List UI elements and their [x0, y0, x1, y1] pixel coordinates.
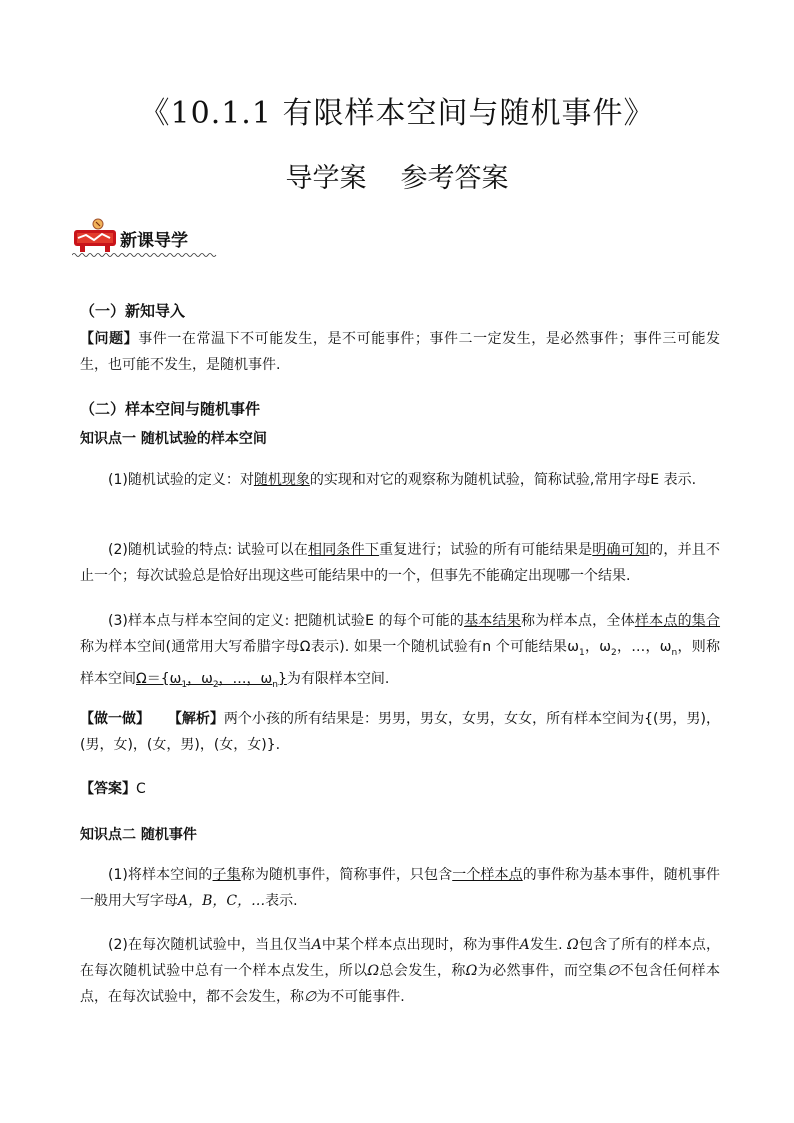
- page-subtitle: [0, 160, 794, 198]
- answer-value: C: [136, 781, 146, 797]
- try-tag: 【做一做】: [80, 711, 151, 727]
- knowledge-point-2-heading: 知识点二 随机事件: [80, 827, 197, 843]
- question-text: 事件一在常温下不可能发生，是不可能事件；事件二一定发生，是必然事件；事件三可能发生，也可能不发生，是随机事件.: [80, 331, 720, 373]
- subtitle-left: 导学案: [285, 163, 367, 194]
- wavy-underline: [72, 252, 218, 258]
- lesson-logo-icon: [72, 216, 118, 254]
- question-paragraph: [80, 326, 720, 378]
- page-title: 《10.1.1 有限样本空间与随机事件》: [139, 96, 655, 131]
- section-heading-2: （二）样本空间与随机事件: [80, 400, 261, 418]
- kp1-paragraph-3: (3)样本点与样本空间的定义: 把随机试验E 的每个可能的基本结果称为样本点，全体样本点的集合称为样本空间(通常用大写希腊字母Ω表示). 如果一个随机试验有n 个可能结果$\omega_1$，$\omega_2$，…，$\omega_n$，则称样本空间$\Omega=\{\omega_1$，$\omega_2$，…，$\omega_n$}为有限样本空间.: [80, 613, 721, 690]
- analysis-tag: 【解析】: [167, 711, 224, 727]
- question-tag: 【问题】: [80, 331, 139, 347]
- analysis-text: 两个小孩的所有结果是：男男，男女，女男，女女，所有样本空间为{(男，男)，(男，女)，(女，男)，(女，女)}.: [80, 711, 721, 753]
- answer-tag: 【答案】: [80, 781, 136, 797]
- kp1-paragraph-2: (2)随机试验的特点: 试验可以在相同条件下重复进行；试验的所有可能结果是明确可知的，并且不止一个；每次试验总是恰好出现这些可能结果中的一个，但事先不能确定出现哪一个结果.: [80, 542, 721, 584]
- subtitle-right: 参考答案: [400, 163, 509, 194]
- banner-label: 新课导学: [120, 231, 188, 251]
- section-banner: [72, 216, 222, 258]
- knowledge-point-1-heading: 知识点一 随机试验的样本空间: [80, 431, 267, 447]
- kp2-paragraph-1: (1)将样本空间的子集称为随机事件，简称事件，只包含一个样本点的事件称为基本事件，随机事件一般用大写字母A，B，C，…表示.: [80, 867, 721, 909]
- answer-line: [80, 776, 720, 802]
- kp1-paragraph-1: (1)随机试验的定义：对随机现象的实现和对它的观察称为随机试验，简称试验,常用字母E 表示.: [108, 472, 697, 488]
- section-heading-1: （一）新知导入: [80, 302, 186, 320]
- kp2-paragraph-2: (2)在每次随机试验中，当且仅当A中某个样本点出现时，称为事件A发生. Ω包含了所有的样本点，在每次随机试验中总有一个样本点发生，所以Ω总会发生，称Ω为必然事件，而空集∅不包含任何样本点，在每次试验中，都不会发生，称∅为不可能事件.: [80, 937, 721, 1005]
- try-it-paragraph: [80, 706, 720, 758]
